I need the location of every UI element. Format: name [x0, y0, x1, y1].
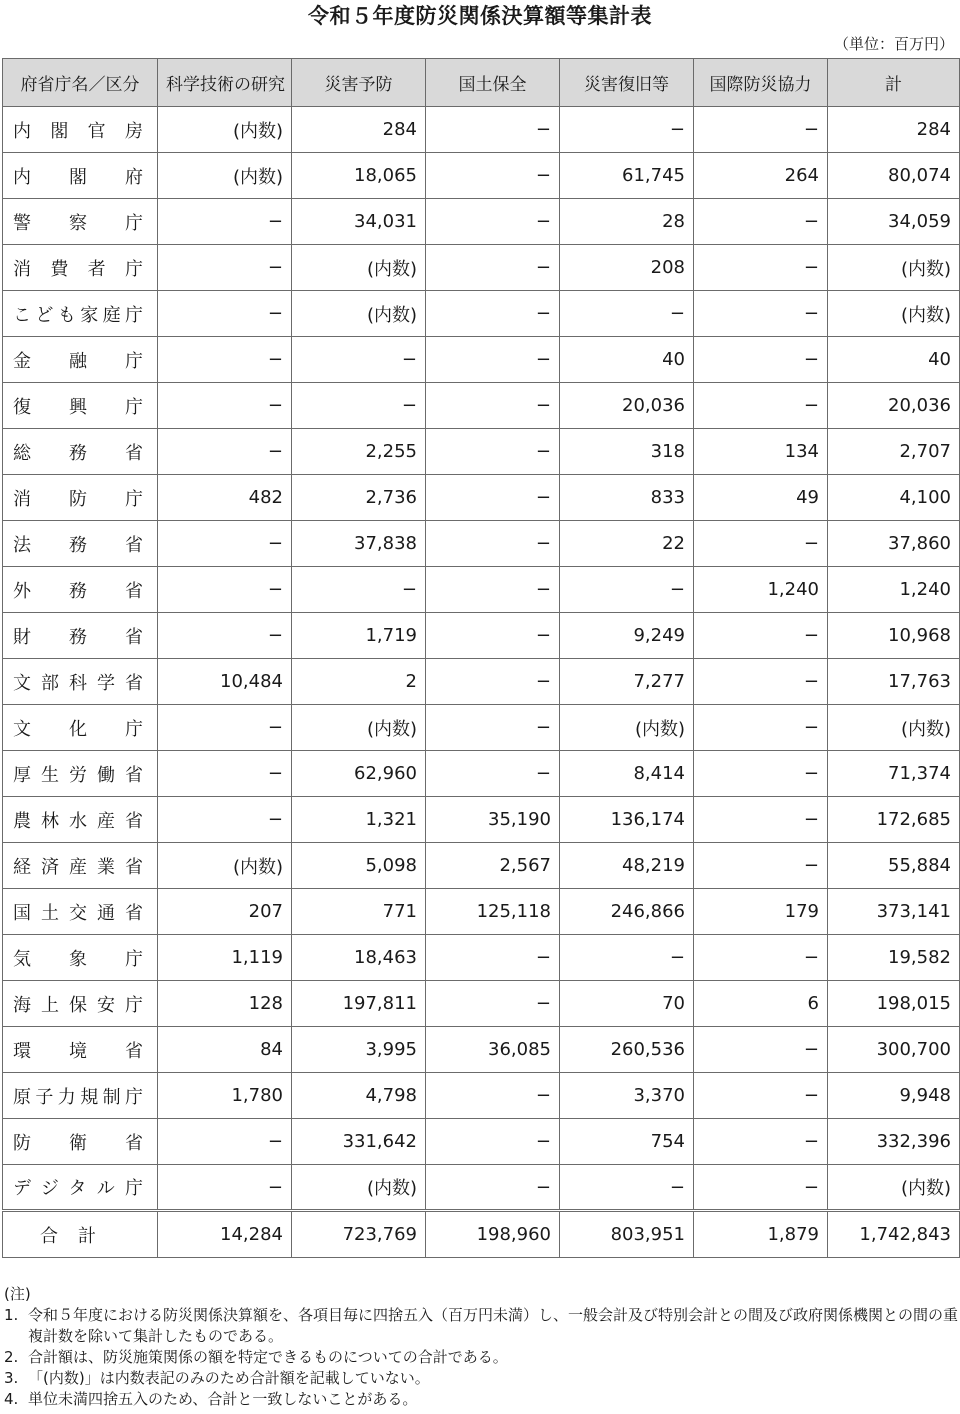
table-row: [3, 475, 960, 521]
cell-disaster-recovery: 48,219: [560, 843, 694, 889]
table-header-row: [3, 59, 960, 107]
cell-land-conservation: −: [426, 1165, 560, 1211]
cell-land-conservation: 125,118: [426, 889, 560, 935]
cell-disaster-prevention: 4,798: [292, 1073, 426, 1119]
cell-disaster-prevention: 5,098: [292, 843, 426, 889]
cell-agency-name: 国土交通省: [3, 889, 158, 935]
cell-science-research: −: [158, 567, 292, 613]
cell-science-research: −: [158, 705, 292, 751]
note-number: 3.: [4, 1369, 19, 1387]
cell-agency-name: 法務省: [3, 521, 158, 567]
total-international-cooperation: 1,879: [694, 1211, 828, 1258]
cell-disaster-prevention: (内数): [292, 705, 426, 751]
cell-row-total: (内数): [828, 245, 960, 291]
cell-science-research: −: [158, 199, 292, 245]
cell-science-research: −: [158, 337, 292, 383]
cell-disaster-prevention: 18,463: [292, 935, 426, 981]
cell-international-cooperation: −: [694, 751, 828, 797]
cell-disaster-prevention: 197,811: [292, 981, 426, 1027]
note-number: 4.: [4, 1390, 19, 1408]
cell-disaster-prevention: 331,642: [292, 1119, 426, 1165]
cell-science-research: 482: [158, 475, 292, 521]
total-land-conservation: 198,960: [426, 1211, 560, 1258]
cell-disaster-recovery: 208: [560, 245, 694, 291]
cell-science-research: −: [158, 751, 292, 797]
note-number: 1.: [4, 1306, 19, 1324]
cell-land-conservation: −: [426, 245, 560, 291]
cell-science-research: −: [158, 797, 292, 843]
cell-disaster-recovery: 40: [560, 337, 694, 383]
cell-disaster-recovery: −: [560, 107, 694, 153]
cell-agency-name: 内閣官房: [3, 107, 158, 153]
cell-international-cooperation: −: [694, 705, 828, 751]
table-row: [3, 107, 960, 153]
cell-disaster-recovery: −: [560, 935, 694, 981]
cell-international-cooperation: 179: [694, 889, 828, 935]
cell-row-total: 284: [828, 107, 960, 153]
cell-row-total: (内数): [828, 1165, 960, 1211]
cell-land-conservation: −: [426, 935, 560, 981]
table-row: [3, 383, 960, 429]
cell-science-research: −: [158, 613, 292, 659]
cell-agency-name: デジタル庁: [3, 1165, 158, 1211]
cell-agency-name: 農林水産省: [3, 797, 158, 843]
cell-disaster-prevention: 18,065: [292, 153, 426, 199]
cell-row-total: 2,707: [828, 429, 960, 475]
cell-disaster-recovery: 7,277: [560, 659, 694, 705]
table-row: [3, 1027, 960, 1073]
cell-science-research: −: [158, 245, 292, 291]
cell-disaster-prevention: 2: [292, 659, 426, 705]
cell-science-research: 207: [158, 889, 292, 935]
note-number: 2.: [4, 1348, 19, 1366]
table-row: [3, 521, 960, 567]
cell-land-conservation: −: [426, 521, 560, 567]
cell-disaster-prevention: (内数): [292, 1165, 426, 1211]
cell-land-conservation: −: [426, 751, 560, 797]
cell-disaster-prevention: 1,719: [292, 613, 426, 659]
budget-table: [2, 58, 960, 1258]
cell-science-research: −: [158, 383, 292, 429]
cell-agency-name: 文化庁: [3, 705, 158, 751]
unit-label: （単位：百万円）: [833, 35, 954, 53]
cell-row-total: 34,059: [828, 199, 960, 245]
cell-disaster-recovery: 833: [560, 475, 694, 521]
cell-international-cooperation: −: [694, 1027, 828, 1073]
note-item: [4, 1389, 958, 1410]
cell-land-conservation: −: [426, 337, 560, 383]
table-row: [3, 337, 960, 383]
cell-disaster-recovery: 61,745: [560, 153, 694, 199]
cell-land-conservation: −: [426, 291, 560, 337]
note-text: 単位未満四捨五入のため、合計と一致しないことがある。: [28, 1390, 418, 1408]
table-row: [3, 751, 960, 797]
cell-disaster-recovery: 22: [560, 521, 694, 567]
table-row: [3, 705, 960, 751]
cell-international-cooperation: −: [694, 659, 828, 705]
cell-row-total: 198,015: [828, 981, 960, 1027]
cell-international-cooperation: −: [694, 797, 828, 843]
cell-land-conservation: −: [426, 153, 560, 199]
table-row: [3, 659, 960, 705]
notes-heading: (注): [4, 1285, 31, 1303]
cell-row-total: 55,884: [828, 843, 960, 889]
cell-agency-name: 警察庁: [3, 199, 158, 245]
cell-disaster-recovery: (内数): [560, 705, 694, 751]
cell-agency-name: 防衛省: [3, 1119, 158, 1165]
total-disaster-prevention: 723,769: [292, 1211, 426, 1258]
cell-agency-name: 経済産業省: [3, 843, 158, 889]
cell-international-cooperation: −: [694, 935, 828, 981]
cell-international-cooperation: −: [694, 383, 828, 429]
cell-international-cooperation: −: [694, 107, 828, 153]
table-row: [3, 567, 960, 613]
cell-international-cooperation: −: [694, 843, 828, 889]
cell-science-research: −: [158, 1119, 292, 1165]
cell-disaster-prevention: 62,960: [292, 751, 426, 797]
cell-science-research: (内数): [158, 843, 292, 889]
cell-disaster-recovery: 246,866: [560, 889, 694, 935]
cell-disaster-prevention: −: [292, 337, 426, 383]
cell-land-conservation: −: [426, 705, 560, 751]
table-row: [3, 429, 960, 475]
cell-disaster-recovery: 3,370: [560, 1073, 694, 1119]
cell-disaster-recovery: 318: [560, 429, 694, 475]
table-row: [3, 981, 960, 1027]
note-text: 「(内数)」は内数表記のみのため合計額を記載していない。: [28, 1369, 430, 1387]
note-item: [4, 1305, 958, 1347]
cell-row-total: 40: [828, 337, 960, 383]
cell-land-conservation: −: [426, 613, 560, 659]
cell-international-cooperation: 134: [694, 429, 828, 475]
cell-agency-name: 復興庁: [3, 383, 158, 429]
cell-agency-name: 気象庁: [3, 935, 158, 981]
cell-row-total: 373,141: [828, 889, 960, 935]
cell-international-cooperation: −: [694, 245, 828, 291]
cell-disaster-recovery: 20,036: [560, 383, 694, 429]
cell-science-research: 1,119: [158, 935, 292, 981]
cell-international-cooperation: −: [694, 1119, 828, 1165]
cell-agency-name: 海上保安庁: [3, 981, 158, 1027]
header-land-conservation: 国土保全: [426, 59, 560, 107]
cell-row-total: 10,968: [828, 613, 960, 659]
cell-disaster-prevention: 771: [292, 889, 426, 935]
cell-disaster-recovery: 754: [560, 1119, 694, 1165]
table-row: [3, 1165, 960, 1211]
cell-disaster-recovery: 70: [560, 981, 694, 1027]
cell-row-total: 20,036: [828, 383, 960, 429]
total-disaster-recovery: 803,951: [560, 1211, 694, 1258]
cell-disaster-prevention: 2,255: [292, 429, 426, 475]
cell-disaster-recovery: 136,174: [560, 797, 694, 843]
cell-disaster-recovery: −: [560, 1165, 694, 1211]
cell-agency-name: 財務省: [3, 613, 158, 659]
cell-international-cooperation: −: [694, 521, 828, 567]
header-international-cooperation: 国際防災協力: [694, 59, 828, 107]
cell-disaster-recovery: −: [560, 567, 694, 613]
cell-land-conservation: −: [426, 1119, 560, 1165]
table-row: [3, 199, 960, 245]
cell-international-cooperation: 264: [694, 153, 828, 199]
cell-disaster-prevention: 34,031: [292, 199, 426, 245]
cell-disaster-prevention: 2,736: [292, 475, 426, 521]
header-disaster-prevention: 災害予防: [292, 59, 426, 107]
header-agency: 府省庁名／区分: [3, 59, 158, 107]
cell-agency-name: 金融庁: [3, 337, 158, 383]
cell-international-cooperation: −: [694, 199, 828, 245]
cell-row-total: 71,374: [828, 751, 960, 797]
cell-row-total: (内数): [828, 705, 960, 751]
cell-science-research: −: [158, 521, 292, 567]
cell-science-research: −: [158, 291, 292, 337]
cell-land-conservation: −: [426, 1073, 560, 1119]
table-row: [3, 245, 960, 291]
cell-disaster-prevention: −: [292, 383, 426, 429]
cell-disaster-recovery: 9,249: [560, 613, 694, 659]
cell-land-conservation: 35,190: [426, 797, 560, 843]
cell-land-conservation: −: [426, 107, 560, 153]
cell-disaster-prevention: 284: [292, 107, 426, 153]
cell-international-cooperation: −: [694, 337, 828, 383]
cell-land-conservation: 36,085: [426, 1027, 560, 1073]
table-row: [3, 1073, 960, 1119]
cell-row-total: 9,948: [828, 1073, 960, 1119]
cell-land-conservation: −: [426, 383, 560, 429]
cell-science-research: 10,484: [158, 659, 292, 705]
page-title: 令和５年度防災関係決算額等集計表: [308, 4, 652, 28]
total-row-total: 1,742,843: [828, 1211, 960, 1258]
cell-row-total: 37,860: [828, 521, 960, 567]
cell-row-total: 332,396: [828, 1119, 960, 1165]
cell-science-research: −: [158, 429, 292, 475]
table-row: [3, 153, 960, 199]
cell-row-total: 19,582: [828, 935, 960, 981]
table-row: [3, 797, 960, 843]
cell-disaster-recovery: −: [560, 291, 694, 337]
cell-land-conservation: −: [426, 567, 560, 613]
cell-international-cooperation: −: [694, 291, 828, 337]
cell-land-conservation: 2,567: [426, 843, 560, 889]
cell-disaster-prevention: (内数): [292, 245, 426, 291]
cell-international-cooperation: −: [694, 613, 828, 659]
header-disaster-recovery: 災害復旧等: [560, 59, 694, 107]
cell-agency-name: こども家庭庁: [3, 291, 158, 337]
cell-disaster-recovery: 8,414: [560, 751, 694, 797]
cell-row-total: 172,685: [828, 797, 960, 843]
footnotes: [4, 1284, 958, 1410]
table-row: [3, 1119, 960, 1165]
cell-science-research: (内数): [158, 107, 292, 153]
cell-agency-name: 消防庁: [3, 475, 158, 521]
cell-international-cooperation: 1,240: [694, 567, 828, 613]
cell-row-total: (内数): [828, 291, 960, 337]
cell-disaster-prevention: 37,838: [292, 521, 426, 567]
cell-disaster-recovery: 28: [560, 199, 694, 245]
table-row: [3, 291, 960, 337]
cell-science-research: −: [158, 1165, 292, 1211]
header-science-research: 科学技術の研究: [158, 59, 292, 107]
cell-row-total: 17,763: [828, 659, 960, 705]
cell-international-cooperation: 6: [694, 981, 828, 1027]
cell-disaster-prevention: −: [292, 567, 426, 613]
table-row: [3, 613, 960, 659]
cell-land-conservation: −: [426, 981, 560, 1027]
cell-international-cooperation: −: [694, 1073, 828, 1119]
cell-agency-name: 厚生労働省: [3, 751, 158, 797]
cell-science-research: 1,780: [158, 1073, 292, 1119]
cell-international-cooperation: −: [694, 1165, 828, 1211]
cell-science-research: 84: [158, 1027, 292, 1073]
cell-disaster-prevention: 3,995: [292, 1027, 426, 1073]
header-total: 計: [828, 59, 960, 107]
note-text: 合計額は、防災施策関係の額を特定できるものについての合計である。: [28, 1348, 508, 1366]
table-row: [3, 935, 960, 981]
table-row: [3, 843, 960, 889]
cell-land-conservation: −: [426, 475, 560, 521]
cell-agency-name: 総務省: [3, 429, 158, 475]
cell-agency-name: 原子力規制庁: [3, 1073, 158, 1119]
cell-disaster-recovery: 260,536: [560, 1027, 694, 1073]
cell-science-research: 128: [158, 981, 292, 1027]
cell-agency-name: 環境省: [3, 1027, 158, 1073]
table-total-row: [3, 1211, 960, 1258]
cell-agency-name: 内閣府: [3, 153, 158, 199]
cell-disaster-prevention: (内数): [292, 291, 426, 337]
cell-agency-name: 外務省: [3, 567, 158, 613]
cell-disaster-prevention: 1,321: [292, 797, 426, 843]
cell-row-total: 300,700: [828, 1027, 960, 1073]
table-row: [3, 889, 960, 935]
note-text: 令和５年度における防災関係決算額を、各項目毎に四捨五入（百万円未満）し、一般会計及び特別会計との間及び政府関係機関との間の重複計数を除いて集計したものである。: [28, 1306, 959, 1345]
cell-agency-name: 文部科学省: [3, 659, 158, 705]
note-item: [4, 1347, 958, 1368]
cell-agency-name: 消費者庁: [3, 245, 158, 291]
total-agency-name: 合計: [3, 1211, 158, 1258]
cell-row-total: 4,100: [828, 475, 960, 521]
cell-row-total: 1,240: [828, 567, 960, 613]
cell-land-conservation: −: [426, 199, 560, 245]
cell-row-total: 80,074: [828, 153, 960, 199]
total-science-research: 14,284: [158, 1211, 292, 1258]
cell-science-research: (内数): [158, 153, 292, 199]
cell-land-conservation: −: [426, 659, 560, 705]
note-item: [4, 1368, 958, 1389]
cell-international-cooperation: 49: [694, 475, 828, 521]
cell-land-conservation: −: [426, 429, 560, 475]
